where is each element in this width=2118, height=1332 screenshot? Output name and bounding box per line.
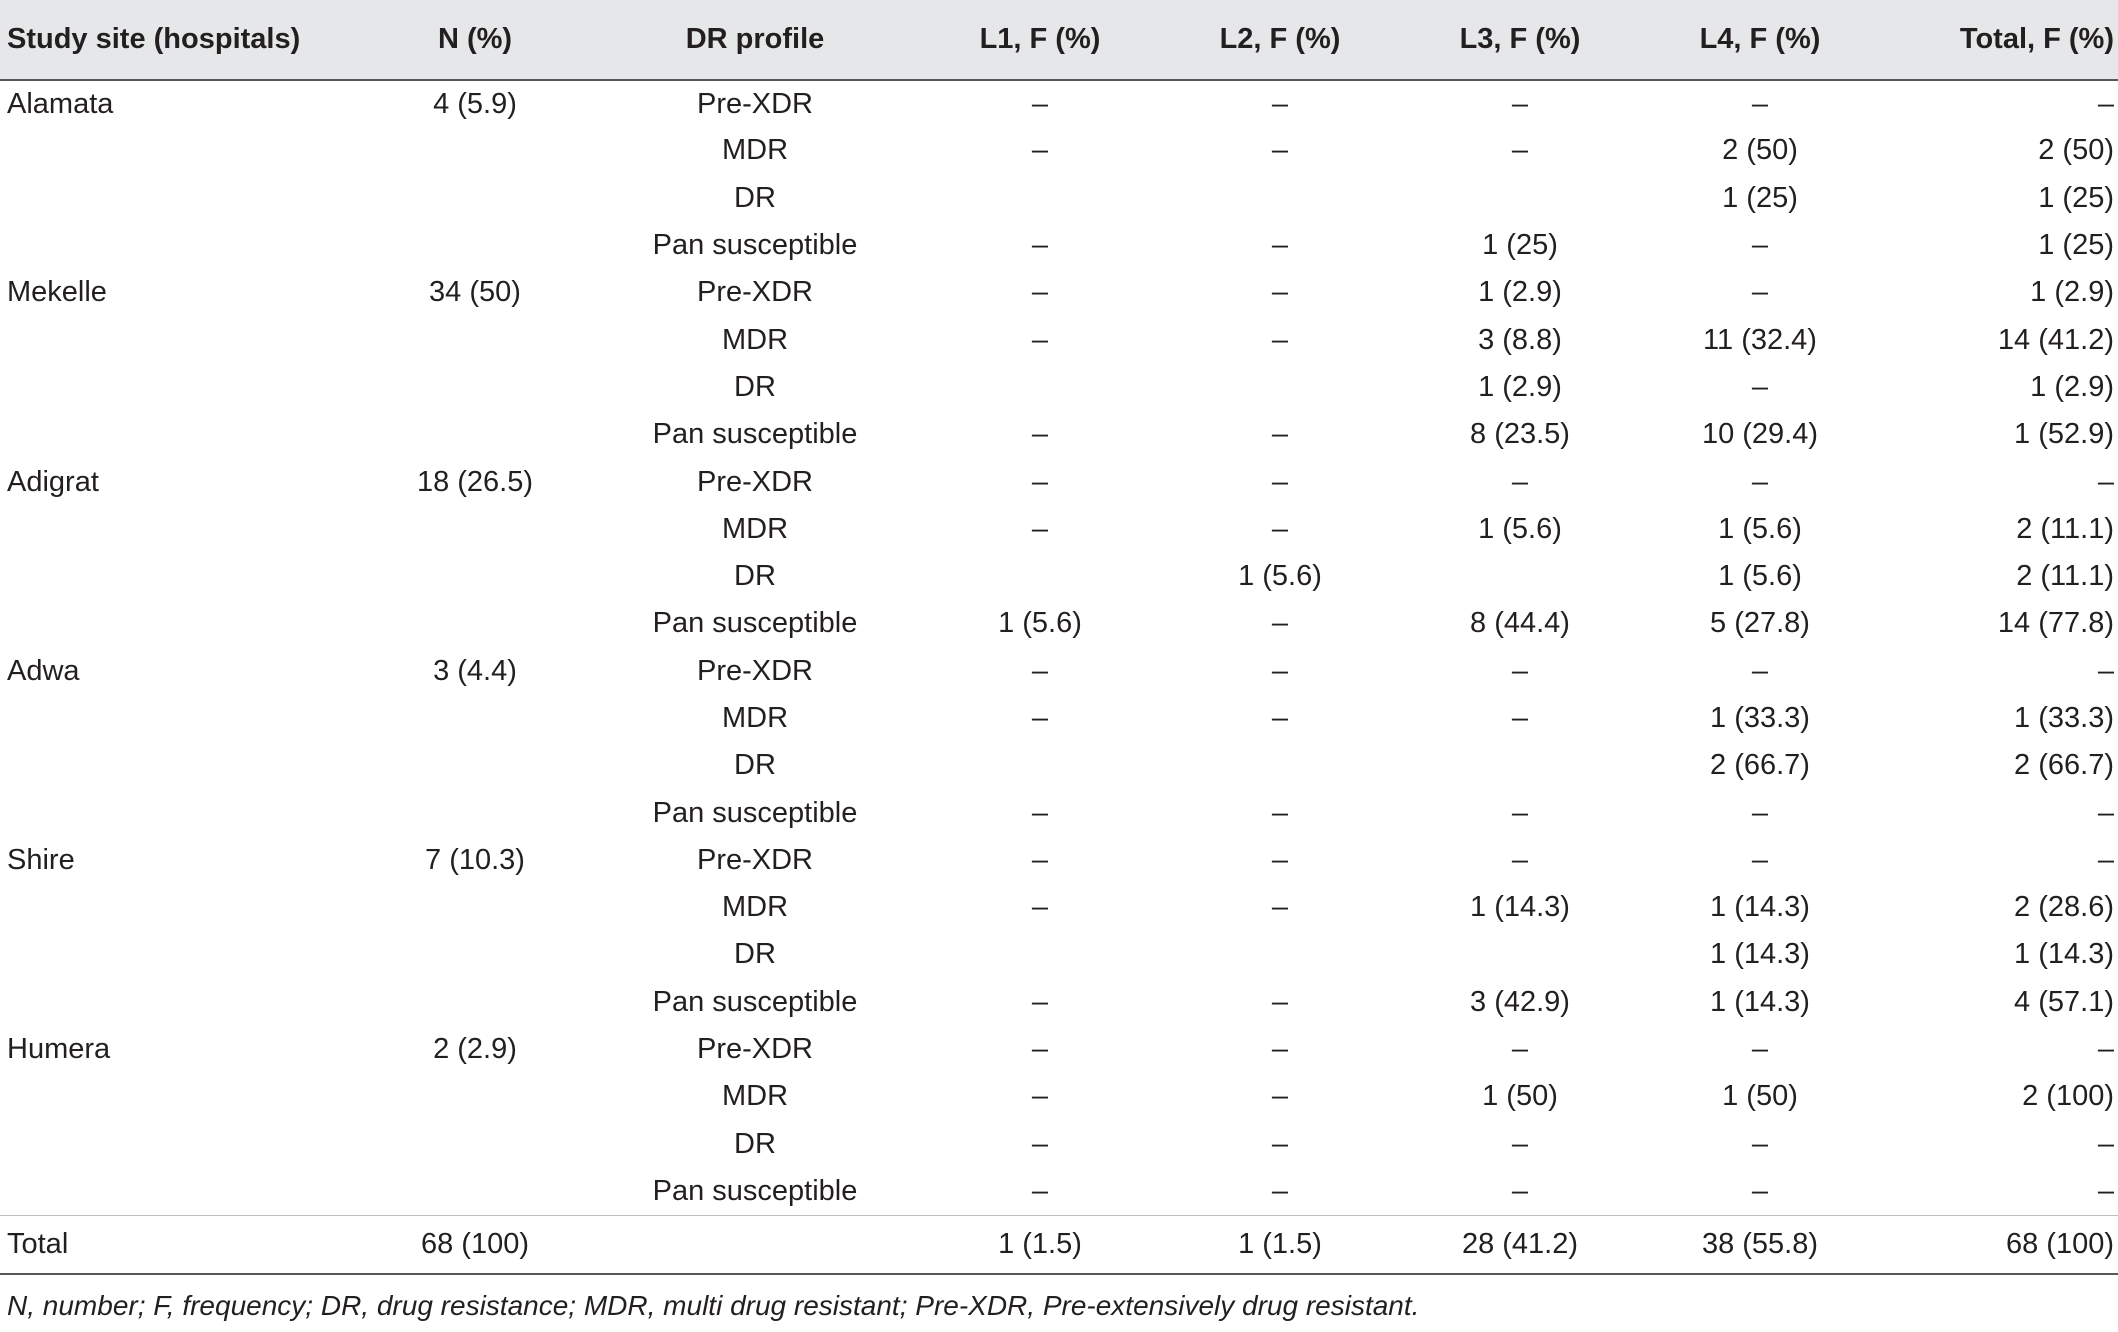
cell-study-site: Mekelle bbox=[7, 276, 107, 309]
cell-dr-profile: MDR bbox=[721, 1080, 789, 1113]
cell-l4: – bbox=[1751, 465, 1769, 498]
total-row bbox=[0, 1215, 2118, 1274]
cell-l2 bbox=[1160, 175, 1400, 222]
cell-l4: 1 (5.6) bbox=[1718, 512, 1802, 545]
cell-l3 bbox=[1400, 931, 1640, 978]
cell-total: 1 (52.9) bbox=[2014, 418, 2114, 451]
cell-study-site: Alamata bbox=[7, 87, 114, 120]
cell-study-site bbox=[0, 127, 360, 174]
cell-l4: – bbox=[1751, 276, 1769, 309]
cell-n-percent bbox=[360, 506, 590, 553]
cell-l1: – bbox=[1031, 465, 1049, 498]
cell-l2: – bbox=[1271, 323, 1289, 356]
cell-l4: 1 (14.3) bbox=[1710, 938, 1810, 971]
cell-total: – bbox=[2097, 1033, 2114, 1066]
cell-l1: – bbox=[1031, 1174, 1049, 1207]
cell-l1: – bbox=[1031, 891, 1049, 924]
cell-total: 4 (57.1) bbox=[2014, 985, 2114, 1018]
cell-l2: – bbox=[1271, 87, 1289, 120]
cell-l1: – bbox=[1031, 1033, 1049, 1066]
cell-n-percent: 18 (26.5) bbox=[416, 465, 534, 498]
cell-l3: – bbox=[1511, 1127, 1529, 1160]
cell-n-percent bbox=[360, 1168, 590, 1215]
cell-n-percent: 3 (4.4) bbox=[433, 654, 517, 687]
cell-l4: 38 (55.8) bbox=[1701, 1227, 1819, 1260]
cell-l3 bbox=[1400, 742, 1640, 789]
cell-l2: – bbox=[1271, 1127, 1289, 1160]
cell-n-percent bbox=[360, 411, 590, 458]
cell-l3: 8 (23.5) bbox=[1470, 418, 1570, 451]
cell-n-percent bbox=[360, 222, 590, 269]
cell-l2: – bbox=[1271, 418, 1289, 451]
table-row bbox=[0, 411, 2118, 458]
table-body bbox=[0, 80, 2118, 1274]
cell-n-percent bbox=[360, 789, 590, 836]
cell-total: 1 (33.3) bbox=[2014, 702, 2114, 734]
cell-l4: – bbox=[1751, 1174, 1769, 1207]
cell-l2: – bbox=[1271, 891, 1289, 924]
table-row bbox=[0, 648, 2118, 695]
cell-l3: 1 (2.9) bbox=[1478, 276, 1562, 309]
cell-dr-profile: DR bbox=[734, 938, 776, 971]
cell-l3: 1 (25) bbox=[1482, 229, 1558, 262]
cell-total: – bbox=[2097, 654, 2114, 687]
cell-l4: 1 (14.3) bbox=[1710, 891, 1810, 924]
cell-study-site bbox=[0, 364, 360, 411]
table-row bbox=[0, 979, 2118, 1026]
cell-dr-profile: MDR bbox=[721, 512, 789, 545]
table-row bbox=[0, 222, 2118, 269]
cell-l4: – bbox=[1751, 370, 1769, 403]
cell-study-site bbox=[0, 506, 360, 553]
cell-n-percent: 68 (100) bbox=[420, 1227, 529, 1260]
cell-n-percent bbox=[360, 553, 590, 600]
cell-dr-profile: Pre-XDR bbox=[696, 276, 813, 309]
cell-dr-profile: Pan susceptible bbox=[652, 1174, 858, 1207]
cell-dr-profile: DR bbox=[734, 181, 776, 214]
cell-n-percent bbox=[360, 364, 590, 411]
cell-dr-profile: Pan susceptible bbox=[652, 607, 858, 640]
table-row bbox=[0, 175, 2118, 222]
table-row bbox=[0, 695, 2118, 742]
header-l4: L4, F (%) bbox=[1640, 0, 1880, 80]
cell-l1: – bbox=[1031, 87, 1049, 120]
table-row bbox=[0, 1026, 2118, 1073]
cell-l4: – bbox=[1751, 796, 1769, 829]
table-row bbox=[0, 742, 2118, 789]
cell-l3: – bbox=[1511, 87, 1529, 120]
header-l1: L1, F (%) bbox=[920, 0, 1160, 80]
cell-total: – bbox=[2097, 465, 2114, 498]
cell-l2: – bbox=[1271, 465, 1289, 498]
cell-study-site bbox=[0, 222, 360, 269]
cell-l3: – bbox=[1511, 796, 1529, 829]
cell-total: – bbox=[2097, 1174, 2114, 1207]
cell-total: – bbox=[2097, 796, 2114, 829]
cell-dr-profile: Pre-XDR bbox=[696, 654, 813, 687]
cell-n-percent bbox=[360, 931, 590, 978]
cell-l1 bbox=[920, 742, 1160, 789]
cell-dr-profile: DR bbox=[734, 560, 776, 593]
cell-l2: – bbox=[1271, 276, 1289, 309]
cell-l4: – bbox=[1751, 1033, 1769, 1066]
cell-dr-profile: Pan susceptible bbox=[652, 985, 858, 1018]
cell-study-site bbox=[0, 789, 360, 836]
table-row bbox=[0, 1121, 2118, 1168]
cell-dr-profile: DR bbox=[734, 749, 776, 782]
cell-study-site bbox=[0, 695, 360, 742]
cell-l3: 1 (2.9) bbox=[1478, 370, 1562, 403]
cell-l1: – bbox=[1031, 654, 1049, 687]
cell-l3: – bbox=[1511, 134, 1529, 167]
table-row bbox=[0, 316, 2118, 363]
cell-n-percent bbox=[360, 1121, 590, 1168]
cell-total: 1 (2.9) bbox=[2030, 276, 2114, 309]
cell-total: – bbox=[2097, 843, 2114, 876]
cell-study-site bbox=[0, 175, 360, 222]
cell-study-site: Humera bbox=[7, 1033, 111, 1066]
cell-dr-profile: Pre-XDR bbox=[696, 1033, 813, 1066]
cell-n-percent: 4 (5.9) bbox=[433, 87, 517, 120]
cell-l3: – bbox=[1511, 702, 1529, 734]
cell-dr-profile: MDR bbox=[721, 323, 789, 356]
cell-l1: – bbox=[1031, 1080, 1049, 1113]
cell-l3: 1 (50) bbox=[1482, 1080, 1558, 1113]
cell-total: 2 (66.7) bbox=[2014, 749, 2114, 782]
cell-l4: – bbox=[1751, 1127, 1769, 1160]
cell-study-site: Total bbox=[7, 1227, 69, 1260]
cell-l4: – bbox=[1751, 229, 1769, 262]
cell-l1: – bbox=[1031, 418, 1049, 451]
cell-n-percent bbox=[360, 600, 590, 647]
table-row bbox=[0, 553, 2118, 600]
cell-study-site: Adigrat bbox=[7, 465, 99, 498]
cell-dr-profile: DR bbox=[734, 370, 776, 403]
cell-l4: – bbox=[1751, 843, 1769, 876]
cell-l2: – bbox=[1271, 1033, 1289, 1066]
header-l3: L3, F (%) bbox=[1400, 0, 1640, 80]
cell-l3: – bbox=[1511, 843, 1529, 876]
cell-l2: – bbox=[1271, 796, 1289, 829]
cell-total: 2 (100) bbox=[2022, 1080, 2114, 1113]
cell-l4: – bbox=[1751, 654, 1769, 687]
cell-l4: 2 (50) bbox=[1722, 134, 1798, 167]
cell-l3: 1 (14.3) bbox=[1470, 891, 1570, 924]
cell-n-percent: 34 (50) bbox=[429, 276, 521, 309]
cell-study-site bbox=[0, 884, 360, 931]
cell-l2: – bbox=[1271, 843, 1289, 876]
cell-l1: – bbox=[1031, 323, 1049, 356]
table-row bbox=[0, 600, 2118, 647]
cell-dr-profile: MDR bbox=[721, 134, 789, 167]
cell-total: 2 (11.1) bbox=[2016, 560, 2114, 593]
cell-total: – bbox=[2097, 1127, 2114, 1160]
cell-study-site bbox=[0, 979, 360, 1026]
cell-l2: 1 (1.5) bbox=[1238, 1227, 1322, 1260]
cell-l1: – bbox=[1031, 276, 1049, 309]
cell-dr-profile: Pan susceptible bbox=[652, 418, 858, 451]
table-row bbox=[0, 1168, 2118, 1215]
cell-study-site bbox=[0, 411, 360, 458]
cell-study-site bbox=[0, 553, 360, 600]
cell-l2: – bbox=[1271, 985, 1289, 1018]
cell-study-site bbox=[0, 316, 360, 363]
table-row bbox=[0, 80, 2118, 127]
cell-l4: 1 (33.3) bbox=[1710, 702, 1810, 734]
cell-l1: – bbox=[1031, 843, 1049, 876]
cell-dr-profile: MDR bbox=[721, 702, 789, 734]
cell-l1 bbox=[920, 553, 1160, 600]
header-total: Total, F (%) bbox=[1880, 0, 2118, 80]
cell-l4: 1 (25) bbox=[1722, 181, 1798, 214]
cell-total: 68 (100) bbox=[2005, 1227, 2114, 1260]
cell-l1: – bbox=[1031, 985, 1049, 1018]
cell-n-percent: 7 (10.3) bbox=[425, 843, 525, 876]
cell-l4: 1 (5.6) bbox=[1718, 560, 1802, 593]
cell-l4: 10 (29.4) bbox=[1701, 418, 1819, 451]
cell-dr-profile bbox=[590, 1215, 920, 1274]
cell-l1: – bbox=[1031, 134, 1049, 167]
cell-l1: – bbox=[1031, 229, 1049, 262]
cell-l1 bbox=[920, 931, 1160, 978]
cell-l2 bbox=[1160, 742, 1400, 789]
cell-l3: 1 (5.6) bbox=[1478, 512, 1562, 545]
cell-l4: 1 (50) bbox=[1722, 1080, 1798, 1113]
cell-total: 14 (41.2) bbox=[1997, 323, 2114, 356]
cell-n-percent bbox=[360, 742, 590, 789]
cell-l2: – bbox=[1271, 134, 1289, 167]
table-row bbox=[0, 837, 2118, 884]
cell-n-percent bbox=[360, 884, 590, 931]
cell-l1: – bbox=[1031, 512, 1049, 545]
table-row bbox=[0, 458, 2118, 505]
cell-total: 2 (11.1) bbox=[2016, 512, 2114, 545]
cell-l3: – bbox=[1511, 1174, 1529, 1207]
cell-study-site bbox=[0, 931, 360, 978]
cell-total: 2 (28.6) bbox=[2014, 891, 2114, 924]
cell-l2: – bbox=[1271, 1174, 1289, 1207]
cell-study-site bbox=[0, 1121, 360, 1168]
cell-l3: – bbox=[1511, 1033, 1529, 1066]
table-row bbox=[0, 884, 2118, 931]
cell-dr-profile: Pan susceptible bbox=[652, 796, 858, 829]
header-row bbox=[0, 0, 2118, 80]
cell-l2: – bbox=[1271, 1080, 1289, 1113]
table-row bbox=[0, 269, 2118, 316]
cell-study-site bbox=[0, 742, 360, 789]
cell-l2: – bbox=[1271, 654, 1289, 687]
table-row bbox=[0, 1073, 2118, 1120]
cell-l1: 1 (5.6) bbox=[998, 607, 1082, 640]
cell-l2: – bbox=[1271, 229, 1289, 262]
cell-l4: 11 (32.4) bbox=[1703, 323, 1817, 356]
cell-n-percent bbox=[360, 175, 590, 222]
cell-total: – bbox=[2097, 87, 2114, 120]
cell-l1: 1 (1.5) bbox=[998, 1227, 1082, 1260]
cell-n-percent bbox=[360, 1073, 590, 1120]
cell-n-percent bbox=[360, 979, 590, 1026]
table-header bbox=[0, 0, 2118, 80]
cell-n-percent bbox=[360, 127, 590, 174]
table-row bbox=[0, 127, 2118, 174]
cell-l4: – bbox=[1751, 87, 1769, 120]
cell-n-percent bbox=[360, 695, 590, 742]
header-study-site: Study site (hospitals) bbox=[0, 0, 360, 80]
cell-l2 bbox=[1160, 364, 1400, 411]
cell-dr-profile: Pan susceptible bbox=[652, 229, 858, 262]
cell-total: 1 (2.9) bbox=[2030, 370, 2114, 403]
cell-l1 bbox=[920, 175, 1160, 222]
cell-l1 bbox=[920, 364, 1160, 411]
cell-l3: – bbox=[1511, 465, 1529, 498]
cell-l1: – bbox=[1031, 1127, 1049, 1160]
cell-l3 bbox=[1400, 175, 1640, 222]
header-dr-profile: DR profile bbox=[590, 0, 920, 80]
cell-dr-profile: DR bbox=[734, 1127, 776, 1160]
cell-l2: – bbox=[1271, 607, 1289, 640]
table-footnote: N, number; F, frequency; DR, drug resistance; MDR, multi drug resistant; Pre-XDR, Pre-extensively drug resistant. bbox=[7, 1290, 1420, 1321]
cell-l4: 2 (66.7) bbox=[1710, 749, 1810, 782]
cell-l2: 1 (5.6) bbox=[1238, 560, 1322, 593]
cell-study-site bbox=[0, 1168, 360, 1215]
cell-l3: 8 (44.4) bbox=[1470, 607, 1570, 640]
cell-l3 bbox=[1400, 553, 1640, 600]
cell-l2: – bbox=[1271, 702, 1289, 734]
table-row bbox=[0, 506, 2118, 553]
cell-l3: 3 (42.9) bbox=[1470, 985, 1570, 1018]
cell-l3: 3 (8.8) bbox=[1478, 323, 1562, 356]
cell-l3: – bbox=[1511, 654, 1529, 687]
cell-study-site: Shire bbox=[7, 843, 75, 876]
cell-l2 bbox=[1160, 931, 1400, 978]
cell-dr-profile: MDR bbox=[721, 891, 789, 924]
cell-dr-profile: Pre-XDR bbox=[696, 465, 813, 498]
cell-total: 1 (25) bbox=[2038, 229, 2114, 262]
cell-dr-profile: Pre-XDR bbox=[696, 87, 813, 120]
cell-l1: – bbox=[1031, 796, 1049, 829]
cell-total: 1 (25) bbox=[2038, 181, 2114, 214]
cell-dr-profile: Pre-XDR bbox=[696, 843, 813, 876]
cell-n-percent bbox=[360, 316, 590, 363]
cell-l1: – bbox=[1031, 702, 1049, 734]
cell-n-percent: 2 (2.9) bbox=[433, 1033, 517, 1066]
cell-study-site bbox=[0, 600, 360, 647]
cell-study-site: Adwa bbox=[7, 654, 80, 687]
cell-l4: 1 (14.3) bbox=[1710, 985, 1810, 1018]
table-row bbox=[0, 789, 2118, 836]
cell-total: 1 (14.3) bbox=[2014, 938, 2114, 971]
table-row bbox=[0, 364, 2118, 411]
cell-l4: 5 (27.8) bbox=[1710, 607, 1810, 640]
cell-l2: – bbox=[1271, 512, 1289, 545]
cell-l3: 28 (41.2) bbox=[1461, 1227, 1579, 1260]
header-n-percent: N (%) bbox=[360, 0, 590, 80]
cell-total: 14 (77.8) bbox=[1997, 607, 2114, 640]
cell-study-site bbox=[0, 1073, 360, 1120]
header-l2: L2, F (%) bbox=[1160, 0, 1400, 80]
cell-total: 2 (50) bbox=[2038, 134, 2114, 167]
table-row bbox=[0, 931, 2118, 978]
